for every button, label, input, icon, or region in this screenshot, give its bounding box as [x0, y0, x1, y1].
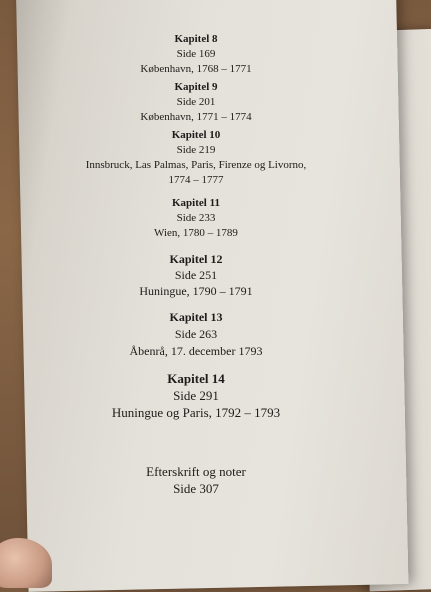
chapter-place: Innsbruck, Las Palmas, Paris, Firenze og Livorno,: [85, 159, 307, 171]
chapter-place: Huningue, 1790 – 1791: [139, 284, 253, 298]
afterword-title: Efterskrift og noter: [146, 464, 246, 479]
chapter-title: Kapitel 14: [167, 371, 225, 386]
chapter-page: Side 219: [176, 144, 216, 156]
toc-entry-kapitel-11: [0, 196, 392, 241]
chapter-title: Kapitel 9: [174, 81, 218, 93]
toc-entry-afterword: [0, 463, 392, 497]
chapter-place: Åbenrå, 17. december 1793: [129, 344, 263, 358]
chapter-page: Side 201: [176, 96, 216, 108]
toc-entry-kapitel-13: [0, 309, 392, 360]
chapter-place: Wien, 1780 – 1789: [154, 227, 238, 239]
toc-entry-kapitel-14: [0, 370, 392, 421]
toc-entry-kapitel-8: [0, 32, 392, 77]
chapter-place-years: 1774 – 1777: [168, 174, 224, 186]
chapter-title: Kapitel 8: [174, 33, 218, 45]
chapter-title: Kapitel 11: [172, 197, 220, 209]
chapter-page: Side 169: [176, 48, 216, 60]
toc-entry-kapitel-9: [0, 80, 392, 125]
chapter-page: Side 263: [174, 327, 218, 341]
chapter-title: Kapitel 10: [171, 129, 221, 141]
chapter-title: Kapitel 13: [169, 310, 223, 324]
toc-entry-kapitel-10: [0, 128, 392, 188]
chapter-place: Huningue og Paris, 1792 – 1793: [111, 405, 281, 420]
chapter-page: Side 233: [176, 212, 216, 224]
afterword-page: Side 307: [173, 481, 219, 496]
toc-entry-kapitel-12: [0, 251, 392, 299]
chapter-title: Kapitel 12: [169, 252, 223, 266]
chapter-place: København, 1768 – 1771: [140, 63, 252, 75]
chapter-place: København, 1771 – 1774: [140, 111, 252, 123]
chapter-page: Side 291: [173, 388, 219, 403]
chapter-page: Side 251: [174, 268, 218, 282]
